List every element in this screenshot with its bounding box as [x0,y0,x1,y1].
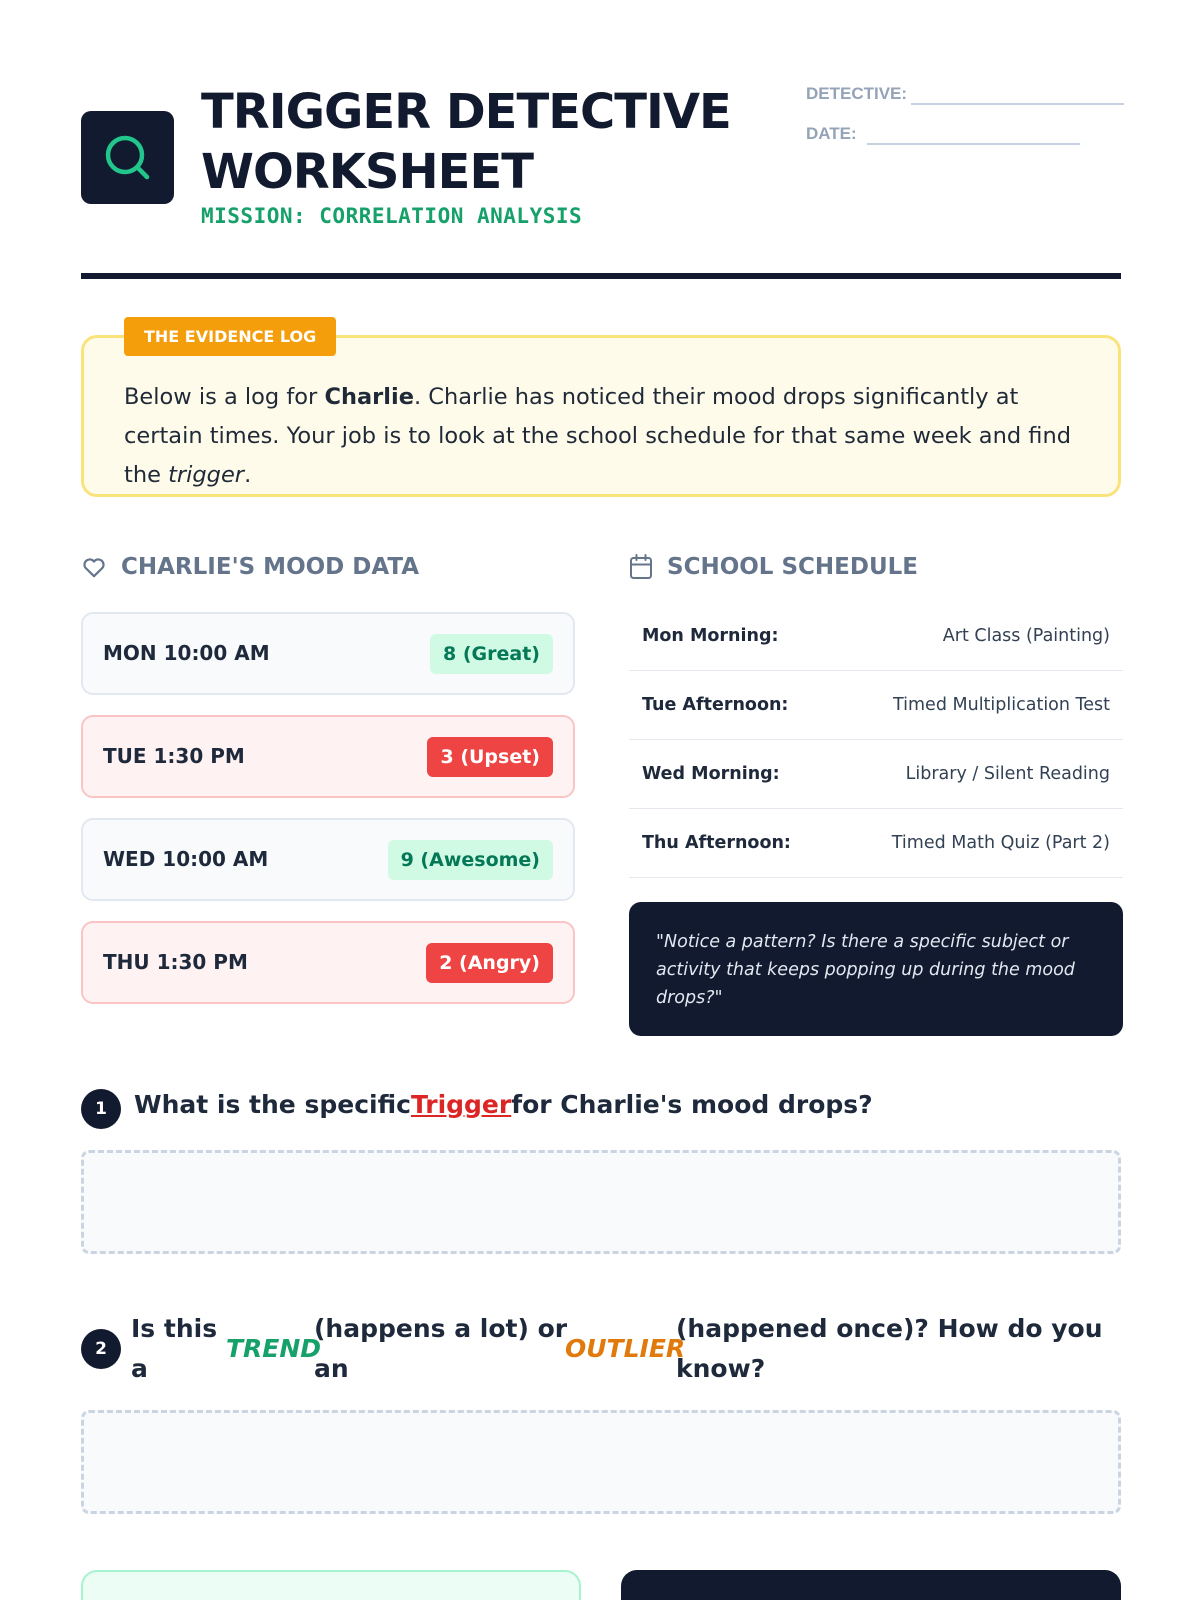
q2-text-part: an [314,1354,349,1383]
mood-rating-badge: 8 (Great) [430,634,553,674]
mood-time: THU 1:30 PM [103,950,248,974]
title-line-2: WORKSHEET [201,144,533,200]
trigger-emphasis: trigger [168,462,245,488]
outlier-keyword: OUTLIER [565,1334,686,1363]
mood-entry [81,715,575,798]
title-line-1: TRIGGER DETECTIVE [201,84,731,140]
mood-entry [81,612,575,695]
schedule-row [629,740,1123,809]
bottom-panel-green [81,1570,581,1600]
mood-entry [81,921,575,1004]
date-label: DATE: [806,124,857,143]
mood-rating-badge: 9 (Awesome) [388,840,553,880]
mood-rating-badge: 3 (Upset) [427,737,553,777]
q2-text-part: (happens a lot) or [314,1314,568,1343]
student-name: Charlie [324,384,414,410]
logo-badge [81,111,174,204]
q2-text-part: (happened once)? How do you [676,1314,1103,1343]
detective-label: DETECTIVE: [806,84,908,103]
hint-box [629,902,1123,1036]
mood-time: MON 10:00 AM [103,641,270,665]
evidence-text: Below is a log for Charlie. Charlie has noticed their mood drops significantly at certain times. Your job is to look at the school schedule for that same week and find the trigger. [124,384,1071,488]
schedule-row [629,602,1123,671]
question-1-text: What is the specificTriggerfor Charlie's mood drops? [134,1090,873,1119]
schedule-day: Thu Afternoon: [642,833,791,853]
schedule-day: Tue Afternoon: [642,695,789,715]
schedule-heading-label: SCHOOL SCHEDULE [667,554,919,580]
hint-text: "Notice a pattern? Is there a specific subject or activity that keeps popping up during the mood drops?" [656,932,1075,1008]
question-2-number: 2 [81,1329,121,1369]
question-1-number: 1 [81,1089,121,1129]
schedule-row [629,671,1123,740]
trend-keyword: TREND [226,1334,322,1363]
schedule-day: Mon Morning: [642,626,779,646]
detective-field[interactable] [911,103,1124,105]
date-field[interactable] [867,143,1080,145]
answer-box-2[interactable] [81,1410,1121,1514]
evidence-tag: THE EVIDENCE LOG [124,317,336,356]
q2-text-part: Is this [131,1314,218,1343]
mood-heading [81,554,419,580]
mood-time: WED 10:00 AM [103,847,269,871]
bottom-panel-dark [621,1570,1121,1600]
search-icon [101,131,154,184]
mood-time: TUE 1:30 PM [103,744,245,768]
page-title [201,82,761,202]
calendar-icon [629,554,653,580]
answer-box-1[interactable] [81,1150,1121,1254]
schedule-activity: Art Class (Painting) [942,626,1110,646]
trigger-keyword: Trigger [410,1090,512,1119]
mission-subtitle: MISSION: CORRELATION ANALYSIS [201,204,583,228]
schedule-activity: Timed Multiplication Test [893,695,1110,715]
q2-text-part: a [131,1354,148,1383]
schedule-activity: Library / Silent Reading [905,764,1110,784]
schedule-activity: Timed Math Quiz (Part 2) [891,833,1110,853]
schedule-heading [629,554,918,580]
schedule-day: Wed Morning: [642,764,780,784]
heart-icon [81,554,107,580]
q2-text-part: know? [676,1354,766,1383]
schedule-row [629,809,1123,878]
mood-rating-badge: 2 (Angry) [426,943,553,983]
mood-heading-label: CHARLIE'S MOOD DATA [121,554,420,580]
mood-entry [81,818,575,901]
header-divider [81,273,1121,279]
